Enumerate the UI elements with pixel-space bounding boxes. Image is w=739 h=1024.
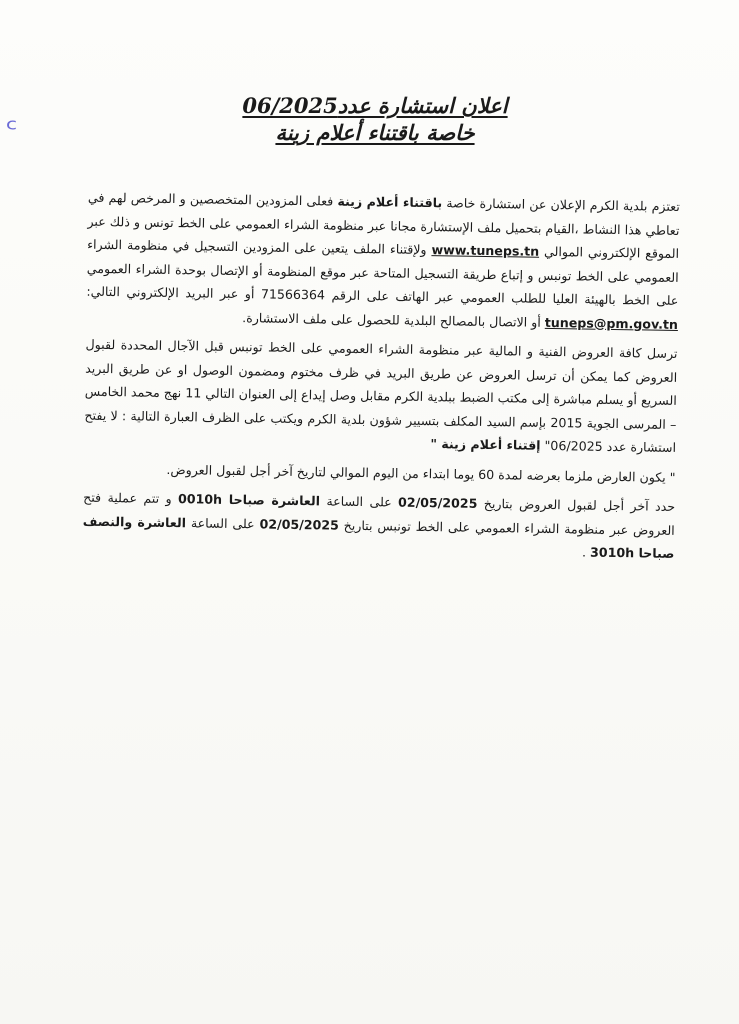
- p1-text-4: أو عبر البريد الإلكتروني التالي:: [86, 283, 262, 302]
- p4-text-2: على الساعة: [319, 493, 399, 510]
- p4-text-4: على الساعة: [185, 514, 260, 531]
- p1-text-5: أو الاتصال بالمصالح البلدية للحصول على ملف الاستشارة.: [242, 309, 545, 330]
- paragraph-submission: [84, 333, 678, 460]
- p1-text-3: ولإقتناء الملف يتعين على المزودين التسجيل في منظومة الشراء العمومي على الخط تونبس و إتباع طريقة التسجيل المتاحة عبر موقع المنظومة أو الإتصال بوحدة الشراء العمومي على الخط بالهيئة العليا للطلب العمومي عبر الهاتف على الرقم: [86, 236, 679, 308]
- title-line-1: اعلان استشارة عدد06/2025: [242, 93, 508, 118]
- p2-text-1: ترسل كافة العروض الفنية و المالية عبر منظومة الشراء العمومي على الخط تونبس قبل الآجال المحددة لقبول العروض كما يمكن أن ترسل العروض عن طريق البريد في ظرف مختوم ومضمون الوصول او عن طريق البريد السريع أو يسلم مباشرة إلى مكتب الضبط ببلدية الكرم مقابل وصل إيداع إلى العنوان التالي 11 نهج محمد الخامس – المرسى الجوية 2015 بإسم السيد المكلف بتسيير شؤون بلدية الكرم ويكتب على الظرف العبارة التالية : لا يفتح استشارة عدد 06/2025": [84, 336, 678, 455]
- p1-subject: باقتناء أعلام زينة: [337, 193, 443, 211]
- opening-date: 02/05/2025: [259, 515, 339, 533]
- p1-text-2: فعلى المزودين المتخصصين و المرخص لهم في تعاطي هذا النشاط ،القيام بتحميل ملف الإستشارة مجانا عبر منظومة الشراء العمومي على الخط تونس و ذلك عبر الموقع الإلكتروني الموالي: [87, 189, 680, 261]
- email-link[interactable]: tuneps@pm.gov.tn: [544, 314, 679, 332]
- document-body: [82, 186, 680, 572]
- p4-text-1: حدد آخر أجل لقبول العروض بتاريخ: [477, 495, 676, 514]
- p4-text-5: .: [581, 544, 591, 560]
- p2-subject: إقتناء أعلام زينة ": [430, 436, 541, 453]
- document-title: [230, 92, 520, 146]
- phone-number: 71566364: [260, 286, 326, 303]
- paragraph-announcement: [86, 186, 680, 336]
- p4-text-3: و تتم عملية فتح العروض عبر منظومة الشراء العمومي على الخط تونبس بتاريخ: [83, 489, 675, 538]
- margin-pen-mark: c: [6, 114, 17, 134]
- deadline-date: 02/05/2025: [397, 494, 478, 511]
- deadline-time: العاشرة صباحا 0010h: [177, 491, 321, 509]
- website-link[interactable]: www.tuneps.tn: [431, 242, 540, 259]
- paragraph-validity: " يكون العارض ملزما بعرضه لمدة 60 يوما ابتداء من اليوم الموالي لتاريخ آخر أجل لقبول العروض.: [166, 461, 676, 485]
- opening-time: العاشرة والنصف صباحا 3010h: [82, 513, 675, 561]
- paragraph-deadline: [82, 486, 675, 566]
- title-line-2: خاصة باقتناء أعلام زينة: [275, 120, 475, 145]
- p1-text-1: تعتزم بلدية الكرم الإعلان عن استشارة خاصة: [442, 195, 680, 214]
